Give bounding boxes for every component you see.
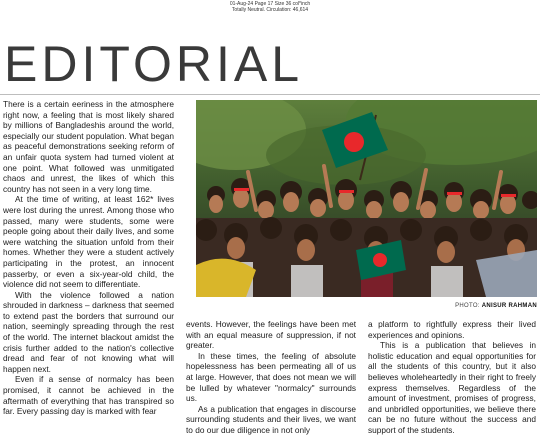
clipping-meta [0, 1, 540, 13]
clipping-meta-line2: Totally Neutral. Circulation: 46,614 [231, 7, 309, 13]
paragraph: As a publication that engages in discourse surrounding students and their lives, we want to do our due diligence in not only [186, 403, 356, 435]
text-column-3 [368, 319, 536, 436]
title-divider [0, 94, 540, 95]
photo-credit [455, 303, 537, 309]
photo-credit-label: PHOTO: [455, 303, 480, 309]
paragraph: There is a certain eeriness in the atmosphere right now, a feeling that is most likely shared by millions of Bangladeshis around the world, especially our student population. What began as peaceful demonstrations seeking reform of an unfair quota system had turned violent at one point. What followed was unmitigated chaos and unrest, the likes of which this country has not seen in a very long time. [3, 99, 174, 194]
section-title: EDITORIAL [4, 36, 304, 92]
photo-credit-name: ANISUR RAHMAN [481, 303, 537, 309]
paragraph: events. However, the feelings have been met with an equal measure of suppression, if not greater. [186, 319, 356, 351]
protest-photo-graphic [196, 100, 537, 297]
paragraph: This is a publication that believes in holistic education and equal opportunities for all the students of this country, but it also believes wholeheartedly in their right to freely express themselves. Regardless of the amount of investment, promises of progress, and unbridled opportunities, we believe there can be no future without the success and support of the students. [368, 340, 536, 435]
clipping-meta-line1: 01-Aug-24 Page 17 Size 36 col*inch [229, 1, 311, 7]
paragraph: a platform to rightfully express their lived experiences and opinions. [368, 319, 536, 340]
protest-photo [196, 100, 537, 297]
paragraph: Even if a sense of normalcy has been promised, it cannot be achieved in the aftermath of everything that has transpired so far. Every passing day is marked with fear [3, 374, 174, 417]
paragraph: At the time of writing, at least 162* lives were lost during the unrest. Among those who passed, many were students, some were people going about their daily lives, and some were watching the situation unfold from their homes. Whether they were a student actively participating in the protest, an innocent passerby, or even a six-year-old child, the violence did not seem to differentiate. [3, 194, 174, 290]
text-column-2 [186, 319, 356, 436]
paragraph: In these times, the feeling of absolute hopelessness has been permeating all of us at large. However, that does not mean we will be lulled by whatever "normalcy" surrounds us. [186, 350, 356, 404]
paragraph: With the violence followed a nation shrouded in darkness – darkness that seemed to extend past the borders that surround our nation, seemingly spreading through the rest of the world. The internet blackout amidst the crisis further added to the nation's collective dread and fear of not knowing what will happen next. [3, 289, 174, 374]
text-column-1 [3, 99, 174, 417]
